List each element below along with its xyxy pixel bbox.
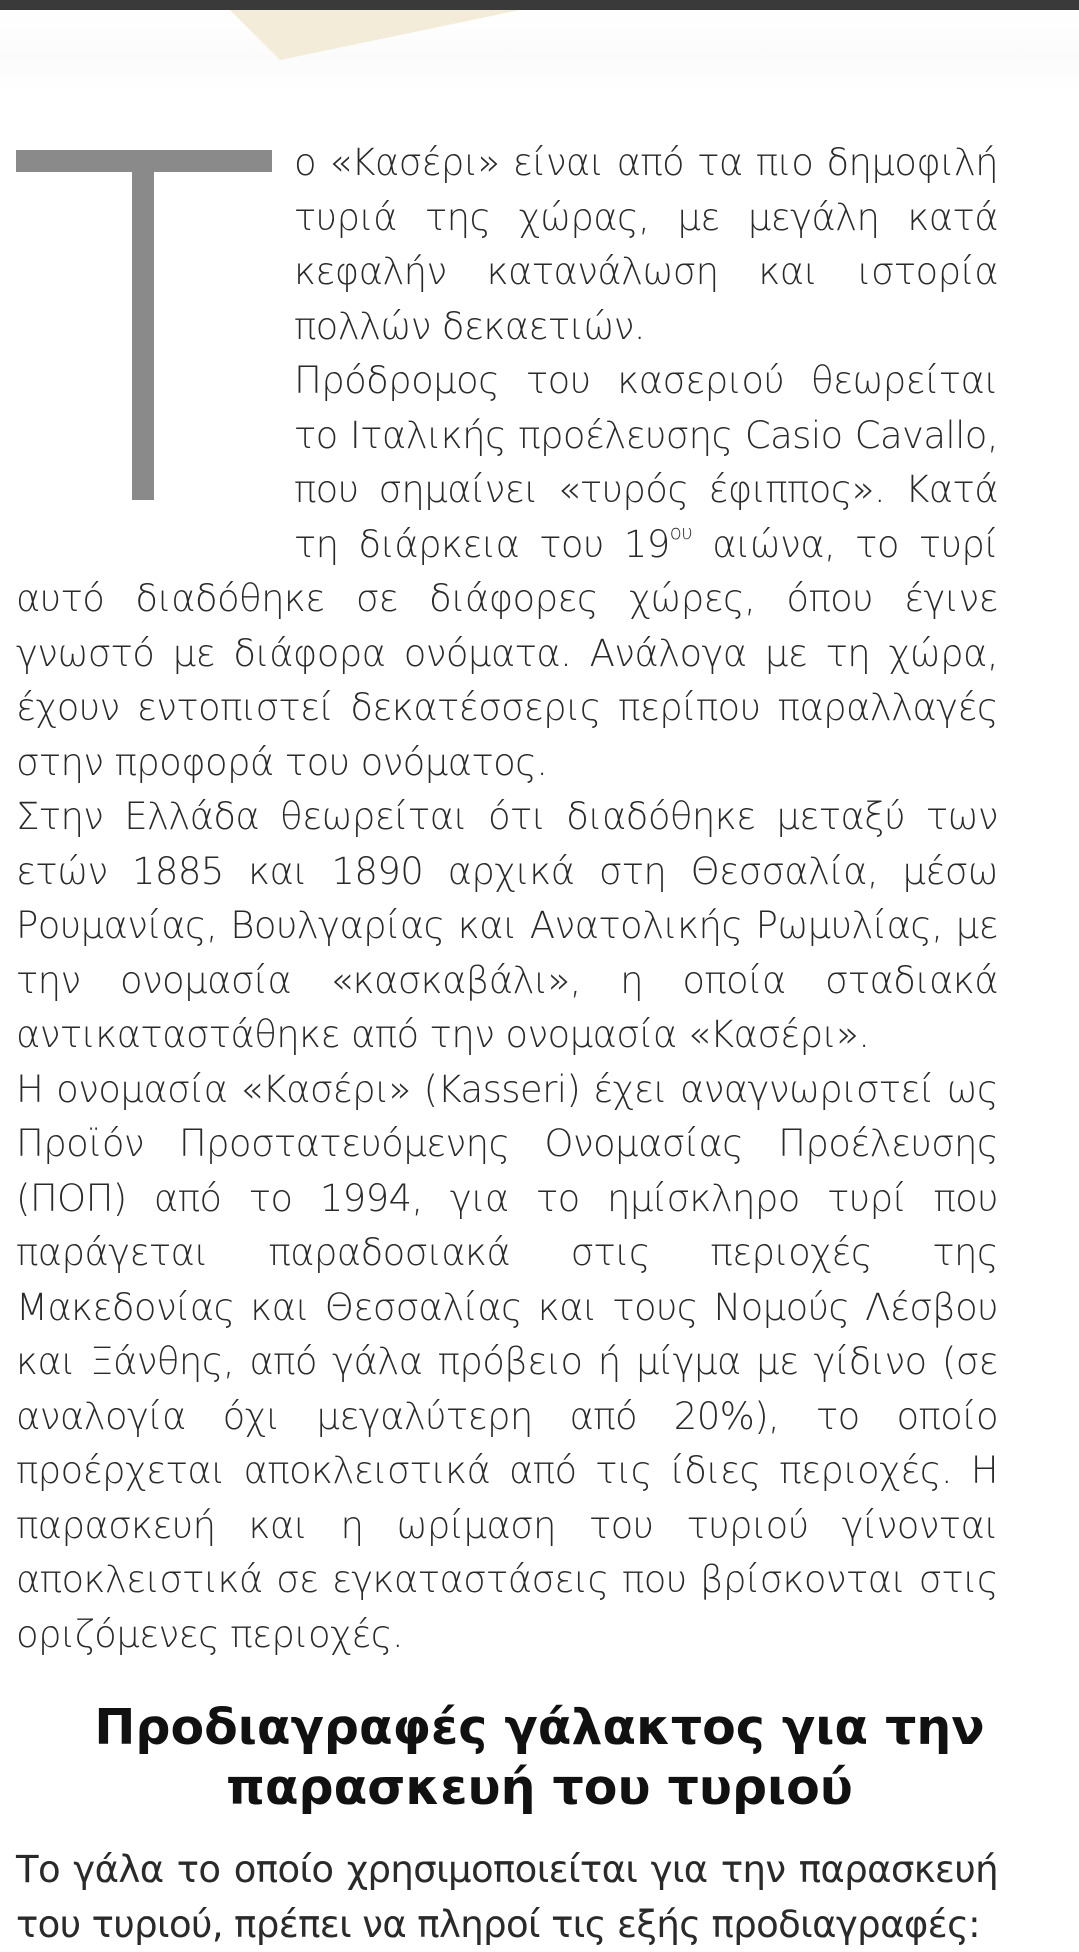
top-bar	[0, 0, 1079, 10]
article-body	[16, 136, 998, 1662]
section-heading-line2: παρασκευή του τυριού	[226, 1759, 853, 1816]
section-heading-line1: Προδιαγραφές γάλακτος για την	[94, 1699, 985, 1756]
section-heading	[0, 1698, 1079, 1818]
paragraph-pdo: Η ονομασία «Κασέρι» (Kasseri) έχει αναγνωριστεί ως Προϊόν Προστατευόμενης Ονομασίας Προέλευσης (ΠΟΠ) από το 1994, για το ημίσκληρο τυρί που παράγεται παραδοσιακά στις περιοχές της Μακεδονίας και Θεσσαλίας και τους Νομούς Λέσβου και Ξάνθης, από γάλα πρόβειο ή μίγμα με γίδινο (σε αναλογία όχι μεγαλύτερη από 20%), το οποίο προέρχεται αποκλειστικά από τις ίδιες περιοχές. Η παρασκευή και η ωρίμαση του τυριού γίνονται αποκλειστικά σε εγκαταστάσεις που βρίσκονται στις οριζόμενες περιοχές.	[16, 1067, 998, 1656]
paragraph-origin-text-a: Πρόδρομος του κασεριού θεωρείται το Ιταλικής προέλευσης Casio Cavallo, που σημαίνει «τυρός έφιππος». Κατά τη διάρκεια του 19	[294, 359, 998, 566]
drop-cap	[16, 136, 278, 522]
section-body: Το γάλα το οποίο χρησιμοποιείται για την παρασκευή του τυριού, πρέπει να πληροί τις εξής προδιαγραφές:	[16, 1848, 998, 1946]
header-banner	[0, 10, 1079, 90]
ordinal-suffix: ου	[669, 519, 693, 544]
drop-cap-stem	[132, 150, 154, 500]
paragraph-intro-text: ο «Κασέρι» είναι από τα πιο δημοφιλή τυριά της χώρας, με μεγάλη κατά κεφαλήν κατανάλωση και ιστορία πολλών δεκαετιών.	[294, 141, 998, 348]
paragraph-origin-text-b: αιώνα, το τυρί αυτό διαδόθηκε σε διάφορες χώρες, όπου έγινε γνωστό με διάφορα ονόματα. Ανάλογα με τη χώρα, έχουν εντοπιστεί δεκατέσσερις περίπου παραλλαγές στην προφορά του ονόματος.	[16, 522, 998, 784]
header-decoration	[230, 10, 520, 60]
paragraph-greece: Στην Ελλάδα θεωρείται ότι διαδόθηκε μεταξύ των ετών 1885 και 1890 αρχικά στη Θεσσαλία, μέσω Ρουμανίας, Βουλγαρίας και Ανατολικής Ρωμυλίας, με την ονομασία «κασκαβάλι», η οποία σταδιακά αντικαταστάθηκε από την ονομασία «Κασέρι».	[16, 795, 998, 1056]
